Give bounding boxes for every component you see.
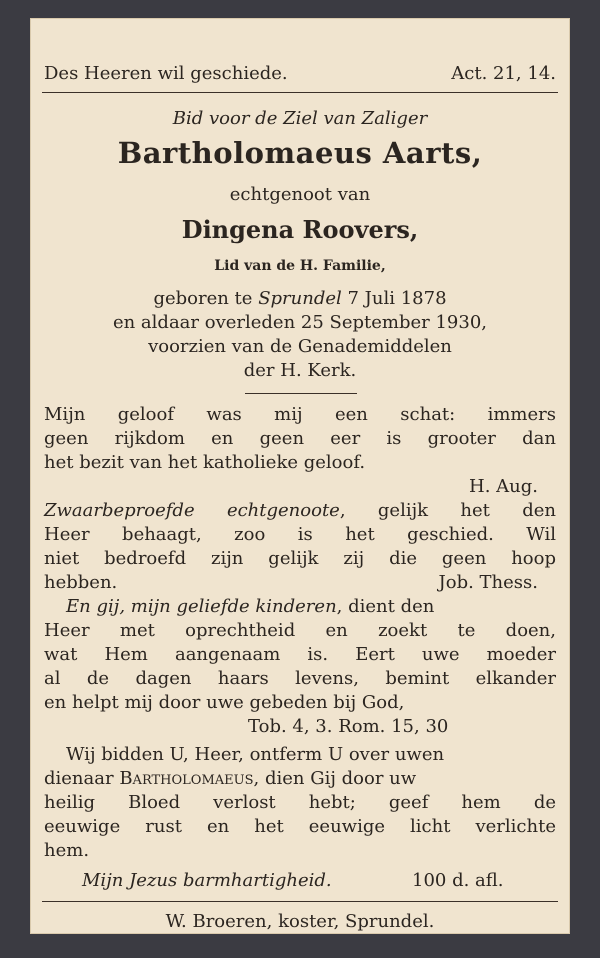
quote2-line1-rest: , gelijk het den xyxy=(339,500,557,521)
memorial-card xyxy=(30,18,570,934)
quote1-line3: het bezit van het katholieke geloof. xyxy=(44,452,366,473)
header-divider xyxy=(42,92,558,93)
birth-place: Sprundel xyxy=(258,288,342,309)
quote3-line1 xyxy=(66,596,434,617)
prayer-servant: dienaar xyxy=(44,768,114,789)
footer-divider xyxy=(42,901,558,902)
spouse-name: Dingena Roovers, xyxy=(181,215,419,244)
birth-prefix: geboren te xyxy=(153,288,253,309)
quote2-line2: Heer behaagt, zoo is het geschied. Wil xyxy=(44,524,556,545)
quote1-line1: Mijn geloof was mij een schat: immers xyxy=(44,404,556,425)
quote3-line1-rest: , dient den xyxy=(336,596,435,617)
quote2-line4: hebben. xyxy=(44,572,118,593)
header-reference: Act. 21, 14. xyxy=(451,63,556,84)
prayer-deceased-name: Bartholomaeus xyxy=(119,768,254,789)
birth-line xyxy=(30,288,570,309)
quote3-line5: en helpt mij door uwe gebeden bij God, xyxy=(44,692,405,713)
prayer-line4: eeuwige rust en het eeuwige licht verlichte xyxy=(44,816,556,837)
prayer-line2-rest: , dien Gij door uw xyxy=(253,768,417,789)
prayer-line3: heilig Bloed verlost hebt; geef hem de xyxy=(44,792,556,813)
bio-divider xyxy=(245,393,357,394)
quote3-line4: al de dagen haars levens, bemint elkander xyxy=(44,668,556,689)
spouse-of-line: echtgenoot van xyxy=(229,184,371,205)
quote3-source: Tob. 4, 3. Rom. 15, 30 xyxy=(248,716,449,737)
quote1-source: H. Aug. xyxy=(469,476,538,497)
prayer-line5: hem. xyxy=(44,840,90,861)
church-line: der H. Kerk. xyxy=(243,360,357,381)
quote1-line2: geen rijkdom en geen eer is grooter dan xyxy=(44,428,556,449)
header-motto: Des Heeren wil geschiede. xyxy=(44,63,288,84)
deceased-name: Bartholomaeus Aarts, xyxy=(117,136,483,170)
quote2-source: Job. Thess. xyxy=(438,572,538,593)
quote3-line2: Heer met oprechtheid en zoekt te doen, xyxy=(44,620,556,641)
birth-date: 7 Juli 1878 xyxy=(347,288,447,309)
footer-printer: W. Broeren, koster, Sprundel. xyxy=(165,911,435,932)
death-line: en aldaar overleden 25 September 1930, xyxy=(112,312,488,333)
quote2-line3: niet bedroefd zijn gelijk zij die geen hoop xyxy=(44,548,556,569)
indulgence-prayer: Mijn Jezus barmhartigheid. xyxy=(82,870,332,891)
member-line: Lid van de H. Familie, xyxy=(214,258,386,274)
indulgence-days: 100 d. afl. xyxy=(412,870,504,891)
quote2-address: Zwaarbeproefde echtgenoote xyxy=(44,500,340,521)
quote2-line1 xyxy=(44,500,556,521)
prayer-line2 xyxy=(44,768,416,789)
sacraments-line: voorzien van de Genademiddelen xyxy=(148,336,452,357)
prayer-line1: Wij bidden U, Heer, ontferm U over uwen xyxy=(66,744,445,765)
quote3-address: En gij, mijn geliefde kinderen xyxy=(66,596,337,617)
quote3-line3: wat Hem aangenaam is. Eert uwe moeder xyxy=(44,644,556,665)
intro-line: Bid voor de Ziel van Zaliger xyxy=(172,108,428,129)
